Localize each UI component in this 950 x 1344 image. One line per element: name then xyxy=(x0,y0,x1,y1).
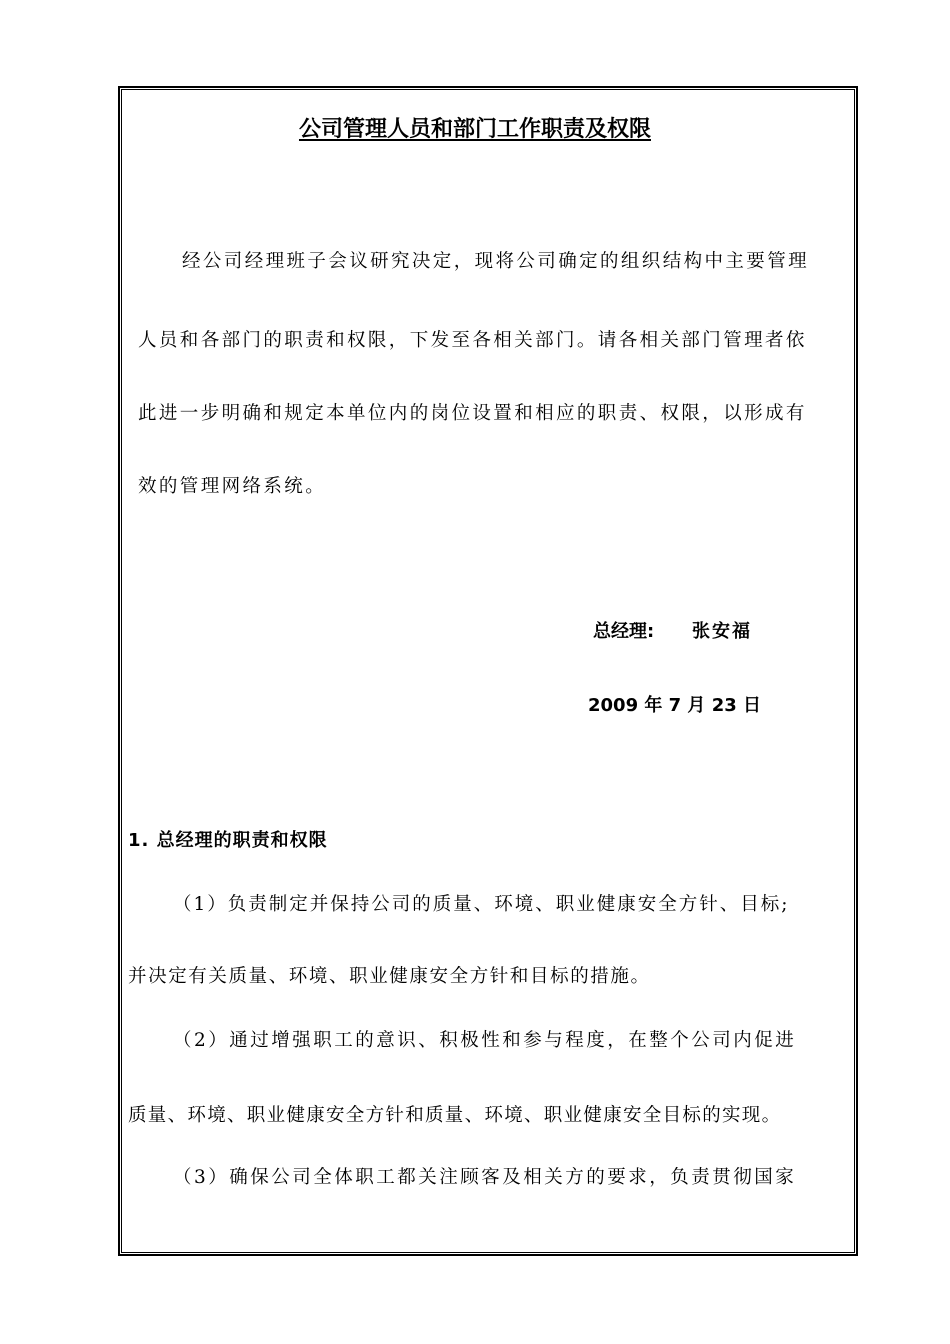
section-line-3: （2）通过增强职工的意识、积极性和参与程度，在整个公司内促进 xyxy=(173,1030,797,1051)
signature-date: 2009 年 7 月 23 日 xyxy=(588,695,762,716)
signature-label: 总经理: xyxy=(593,621,655,642)
document-title: 公司管理人员和部门工作职责及权限 xyxy=(298,117,651,142)
section-heading: 1. 总经理的职责和权限 xyxy=(128,830,328,851)
section-line-4: 质量、环境、职业健康安全方针和质量、环境、职业健康安全目标的实现。 xyxy=(128,1105,782,1126)
intro-line-3: 此进一步明确和规定本单位内的岗位设置和相应的职责、权限，以形成有 xyxy=(138,403,807,424)
section-line-5: （3）确保公司全体职工都关注顾客及相关方的要求，负责贯彻国家 xyxy=(173,1167,797,1188)
signature-name: 张安福 xyxy=(692,621,752,642)
intro-line-1: 经公司经理班子会议研究决定，现将公司确定的组织结构中主要管理 xyxy=(182,251,810,272)
intro-line-4: 效的管理网络系统。 xyxy=(138,476,327,497)
section-line-2: 并决定有关质量、环境、职业健康安全方针和目标的措施。 xyxy=(128,966,651,987)
section-line-1: （1）负责制定并保持公司的质量、环境、职业健康安全方针、目标; xyxy=(173,894,790,915)
intro-line-2: 人员和各部门的职责和权限，下发至各相关部门。请各相关部门管理者依 xyxy=(138,330,807,351)
